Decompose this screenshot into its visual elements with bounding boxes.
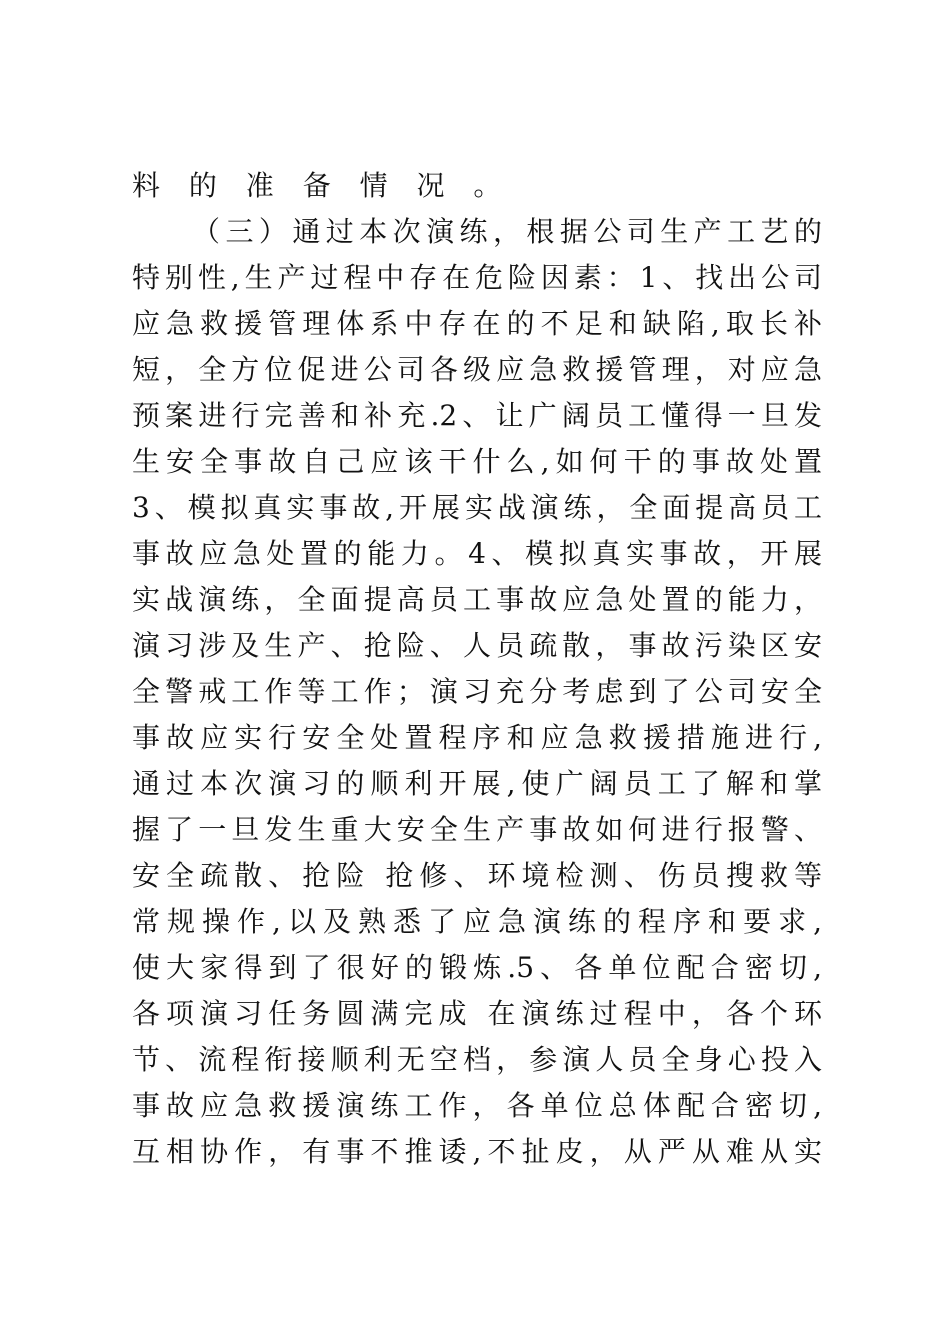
body-text — [132, 163, 822, 1175]
text-line: 事故应急救援演练工作，各单位总体配合密切, — [132, 1089, 822, 1122]
text-line: 事故应急处置的能力。4、模拟真实事故，开展 — [132, 537, 822, 570]
text-line: 握了一旦发生重大安全生产事故如何进行报警、 — [132, 813, 822, 846]
text-line: 实战演练，全面提高员工事故应急处置的能力， — [132, 583, 822, 616]
text-line: 短，全方位促进公司各级应急救援管理，对应急 — [132, 353, 822, 386]
text-line: （三）通过本次演练，根据公司生产工艺的 — [192, 215, 822, 248]
text-line: 各项演习任务圆满完成 在演练过程中，各个环 — [132, 997, 822, 1030]
text-line: 事故应实行安全处置程序和应急救援措施进行, — [132, 721, 822, 754]
text-line: 使大家得到了很好的锻炼.5、各单位配合密切, — [132, 951, 822, 984]
text-line: 通过本次演习的顺利开展,使广阔员工了解和掌 — [132, 767, 822, 800]
text-line: 演习涉及生产、抢险、人员疏散，事故污染区安 — [132, 629, 822, 662]
text-line: 安全疏散、抢险 抢修、环境检测、伤员搜救等 — [132, 859, 822, 892]
text-line: 全警戒工作等工作；演习充分考虑到了公司安全 — [132, 675, 822, 708]
text-line: 节、流程衔接顺利无空档，参演人员全身心投入 — [132, 1043, 822, 1076]
text-line: 常规操作,以及熟悉了应急演练的程序和要求, — [132, 905, 822, 938]
text-line: 特别性,生产过程中存在危险因素：1、找出公司 — [132, 261, 822, 294]
text-line: 料 的 准 备 情 况 。 — [132, 169, 512, 202]
text-line: 3、模拟真实事故,开展实战演练，全面提高员工 — [132, 491, 822, 524]
text-line: 生安全事故自己应该干什么,如何干的事故处置 — [132, 445, 822, 478]
text-line: 互相协作，有事不推诿,不扯皮，从严从难从实 — [132, 1135, 822, 1168]
text-line: 预案进行完善和补充.2、让广阔员工懂得一旦发 — [132, 399, 822, 432]
text-line: 应急救援管理体系中存在的不足和缺陷,取长补 — [132, 307, 822, 340]
